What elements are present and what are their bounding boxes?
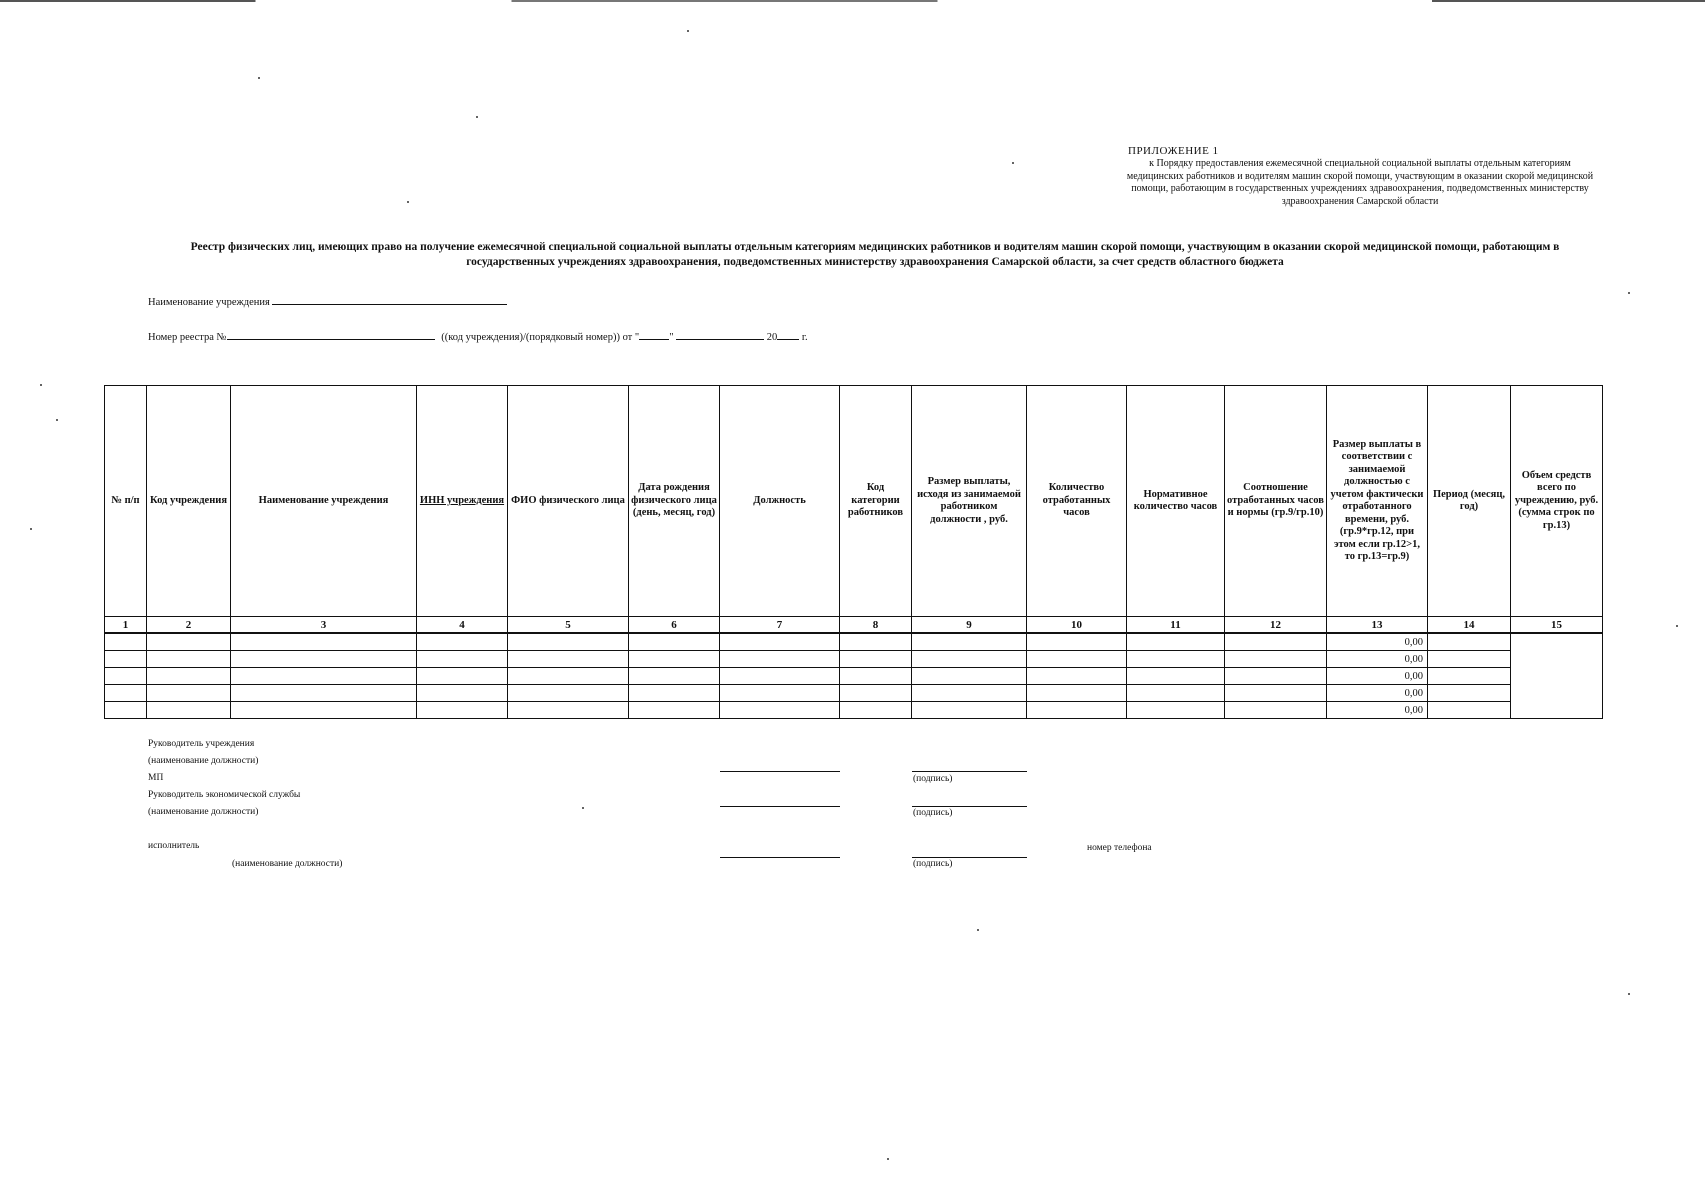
registry-hint: ((код учреждения)/(порядковый номер)) от " [441, 332, 640, 343]
institution-field [148, 293, 507, 308]
institution-label: Наименование учреждения [148, 297, 270, 308]
col-number: 9 [912, 617, 1027, 634]
head-signature-line[interactable] [912, 771, 1027, 772]
executor-position-hint: (наименование должности) [232, 859, 343, 869]
table-cell[interactable] [912, 685, 1027, 702]
table-cell[interactable] [1225, 702, 1327, 719]
col-header-15: Объем средств всего по учреждению, руб. (сумма строк по гр.13) [1511, 386, 1603, 617]
table-cell[interactable] [105, 651, 147, 668]
table-cell[interactable] [840, 633, 912, 651]
col-header-7: Должность [720, 386, 840, 617]
table-cell[interactable] [231, 633, 417, 651]
table-row [105, 702, 1603, 719]
col-header-6: Дата рождения физического лица (день, месяц, год) [629, 386, 720, 617]
table-row [105, 651, 1603, 668]
table-cell[interactable] [840, 702, 912, 719]
document-title: Реестр физических лиц, имеющих право на получение ежемесячной специальной социальной выплаты отдельным категориям медицинских работников и водителям машин скорой помощи, участвующим в оказании скорой медицинской помощи, работающим в государственных учреждениях здравоохранения, подведомственных министерству здравоохранения Самарской области, за счет средств областного бюджета [190, 241, 1560, 268]
header-row [105, 386, 1603, 617]
stamp-mark: МП [148, 773, 164, 783]
table-cell[interactable] [105, 685, 147, 702]
table-cell[interactable] [1428, 633, 1511, 651]
table-cell[interactable] [912, 651, 1027, 668]
col-header-12: Соотношение отработанных часов и нормы (гр.9/гр.10) [1225, 386, 1327, 617]
col-number: 14 [1428, 617, 1511, 634]
scan-speck [56, 419, 58, 421]
scan-speck [40, 384, 42, 386]
table-row [105, 685, 1603, 702]
executor-signature-line[interactable] [912, 857, 1027, 858]
scan-speck [258, 77, 260, 79]
table-cell[interactable] [147, 685, 231, 702]
col-number: 7 [720, 617, 840, 634]
table-cell[interactable] [720, 668, 840, 685]
month-blank[interactable] [676, 328, 764, 340]
col-header-9: Размер выплаты, исходя из занимаемой работником должности , руб. [912, 386, 1027, 617]
table-cell[interactable] [1127, 685, 1225, 702]
registry-number-blank[interactable] [227, 328, 435, 340]
col-header-1: № п/п [105, 386, 147, 617]
col-number: 5 [508, 617, 629, 634]
table-cell[interactable] [1127, 651, 1225, 668]
scan-speck [977, 929, 979, 931]
col-number: 10 [1027, 617, 1127, 634]
col-number: 2 [147, 617, 231, 634]
table-cell[interactable] [105, 702, 147, 719]
table-cell[interactable] [231, 702, 417, 719]
scan-speck [1628, 993, 1630, 995]
table-cell[interactable] [720, 651, 840, 668]
registry-number-field [148, 328, 808, 343]
table-cell[interactable] [720, 633, 840, 651]
econ-position-line[interactable] [720, 806, 840, 807]
table-cell[interactable] [417, 702, 508, 719]
head-position-line[interactable] [720, 771, 840, 772]
scan-speck [476, 116, 478, 118]
institution-total-cell[interactable] [1511, 633, 1603, 719]
column-number-row [105, 617, 1603, 634]
table-cell[interactable] [912, 668, 1027, 685]
col-number: 12 [1225, 617, 1327, 634]
head-position-hint: (наименование должности) [148, 756, 259, 766]
table-cell[interactable] [1428, 668, 1511, 685]
table-cell[interactable] [231, 685, 417, 702]
appendix-text: к Порядку предоставления ежемесячной специальной социальной выплаты отдельным категориям медицинских работников и водителям машин скорой помощи, участвующим в оказании скорой медицинской помощи, работающим в государственных учреждениях здравоохранения, подведомственных министерству здравоохранения Самарской области [1126, 158, 1594, 207]
table-cell[interactable] [840, 668, 912, 685]
econ-position-hint: (наименование должности) [148, 807, 259, 817]
col-header-10: Количество отработанных часов [1027, 386, 1127, 617]
col-header-13: Размер выплаты в соответствии с занимаемой должностью с учетом фактически отработанного времени, руб. (гр.9*гр.12, при этом если гр.12>1, то гр.13=гр.9) [1327, 386, 1428, 617]
table-cell[interactable] [508, 651, 629, 668]
col-header-4: ИНН учреждения [417, 386, 508, 617]
scan-speck [582, 807, 584, 809]
table-row [105, 633, 1603, 651]
table-cell[interactable] [840, 651, 912, 668]
table-cell[interactable] [417, 685, 508, 702]
table-cell[interactable] [840, 685, 912, 702]
table-cell[interactable] [1428, 685, 1511, 702]
year-prefix: 20 [766, 332, 778, 343]
col-header-5: ФИО физического лица [508, 386, 629, 617]
table-cell[interactable] [912, 702, 1027, 719]
payment-total-cell: 0,00 [1327, 651, 1428, 668]
table-cell[interactable] [231, 668, 417, 685]
table-cell[interactable] [629, 685, 720, 702]
executor-position-line[interactable] [720, 857, 840, 858]
table-cell[interactable] [508, 702, 629, 719]
table-cell[interactable] [417, 668, 508, 685]
table-cell[interactable] [147, 651, 231, 668]
table-cell[interactable] [508, 633, 629, 651]
scan-speck [407, 201, 409, 203]
table-cell[interactable] [1027, 702, 1127, 719]
year-blank[interactable] [777, 328, 799, 340]
econ-signature-line[interactable] [912, 806, 1027, 807]
col-header-3: Наименование учреждения [231, 386, 417, 617]
payment-total-cell: 0,00 [1327, 685, 1428, 702]
table-cell[interactable] [1428, 702, 1511, 719]
col-number: 3 [231, 617, 417, 634]
head-signature-hint: (подпись) [913, 774, 953, 784]
table-cell[interactable] [1027, 633, 1127, 651]
table-cell[interactable] [1027, 651, 1127, 668]
table-cell[interactable] [1225, 685, 1327, 702]
table-row [105, 668, 1603, 685]
table-cell[interactable] [105, 633, 147, 651]
col-number: 4 [417, 617, 508, 634]
table-cell[interactable] [720, 702, 840, 719]
table-cell[interactable] [105, 668, 147, 685]
table-cell[interactable] [912, 633, 1027, 651]
day-blank[interactable] [639, 328, 669, 340]
registry-label: Номер реестра № [148, 332, 227, 343]
col-number: 13 [1327, 617, 1428, 634]
scan-edge-artifact [0, 0, 1705, 2]
table-cell[interactable] [1127, 633, 1225, 651]
registry-table [104, 385, 1603, 719]
payment-total-cell: 0,00 [1327, 702, 1428, 719]
table-cell[interactable] [147, 668, 231, 685]
table-cell[interactable] [417, 651, 508, 668]
table-cell[interactable] [1127, 702, 1225, 719]
scan-speck [687, 30, 689, 32]
table-cell[interactable] [1225, 651, 1327, 668]
table-cell[interactable] [629, 633, 720, 651]
scan-speck [887, 1158, 889, 1160]
institution-blank[interactable] [272, 293, 507, 305]
table-cell[interactable] [629, 702, 720, 719]
phone-label: номер телефона [1087, 843, 1152, 853]
col-number: 1 [105, 617, 147, 634]
table-cell[interactable] [1428, 651, 1511, 668]
table-cell[interactable] [231, 651, 417, 668]
table-cell[interactable] [508, 685, 629, 702]
col-header-11: Нормативное количество часов [1127, 386, 1225, 617]
table-cell[interactable] [629, 651, 720, 668]
table-cell[interactable] [720, 685, 840, 702]
col-number: 8 [840, 617, 912, 634]
col-number: 11 [1127, 617, 1225, 634]
table-cell[interactable] [1225, 633, 1327, 651]
scan-speck [30, 528, 32, 530]
table-cell[interactable] [629, 668, 720, 685]
payment-total-cell: 0,00 [1327, 633, 1428, 651]
appendix-title: ПРИЛОЖЕНИЕ 1 [1128, 145, 1219, 157]
econ-signature-hint: (подпись) [913, 808, 953, 818]
table-cell[interactable] [1027, 685, 1127, 702]
scan-speck [1012, 162, 1014, 164]
table-cell[interactable] [1127, 668, 1225, 685]
executor-signature-hint: (подпись) [913, 859, 953, 869]
col-header-14: Период (месяц, год) [1428, 386, 1511, 617]
executor-label: исполнитель [148, 841, 200, 851]
year-suffix: г. [801, 332, 808, 343]
econ-head-label: Руководитель экономической службы [148, 790, 301, 800]
col-header-8: Код категории работников [840, 386, 912, 617]
table-cell[interactable] [1225, 668, 1327, 685]
scan-speck [1628, 292, 1630, 294]
table-cell[interactable] [508, 668, 629, 685]
quote-close: " [669, 332, 674, 343]
col-number: 6 [629, 617, 720, 634]
table-cell[interactable] [147, 702, 231, 719]
payment-total-cell: 0,00 [1327, 668, 1428, 685]
col-number: 15 [1511, 617, 1603, 634]
table-cell[interactable] [417, 633, 508, 651]
table-cell[interactable] [147, 633, 231, 651]
scan-speck [1676, 625, 1678, 627]
col-header-2: Код учреждения [147, 386, 231, 617]
head-label: Руководитель учреждения [148, 739, 255, 749]
table-cell[interactable] [1027, 668, 1127, 685]
